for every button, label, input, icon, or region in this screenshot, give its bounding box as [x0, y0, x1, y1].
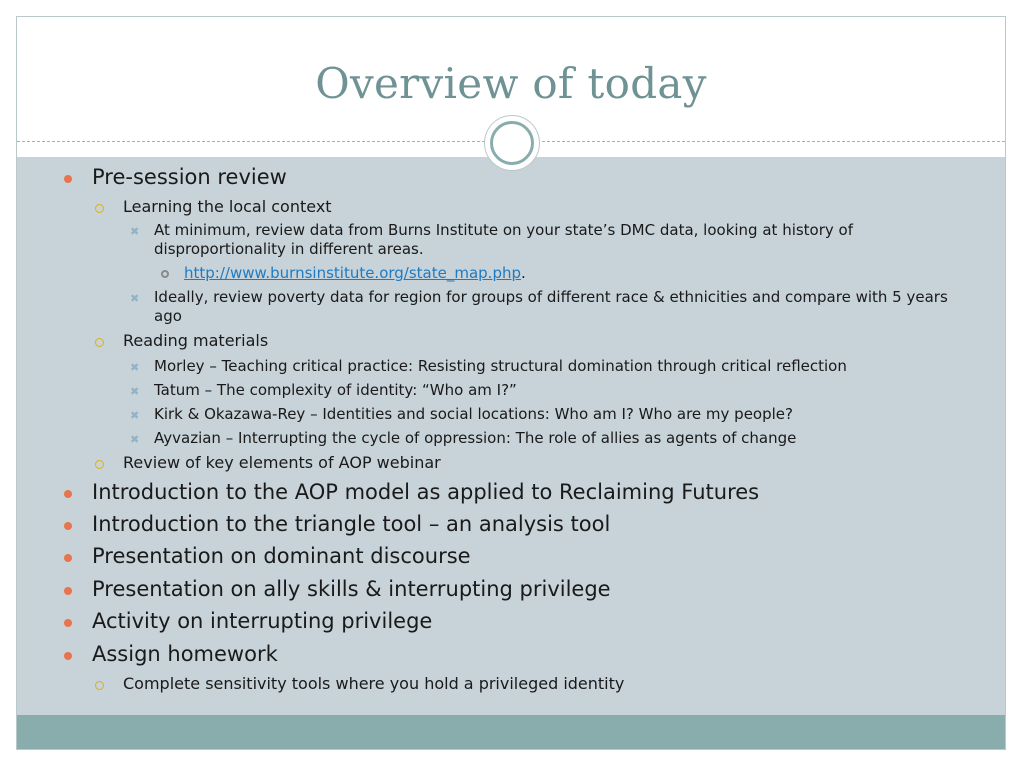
list-item: Assign homework [92, 642, 278, 666]
bullet-x-icon: ✖ [130, 409, 140, 422]
bullet-dot-icon [64, 554, 72, 562]
bullet-ring-icon [95, 681, 104, 690]
bullet-dot-icon [64, 522, 72, 530]
bullet-x-icon: ✖ [130, 225, 140, 238]
bullet-dot-icon [64, 619, 72, 627]
list-item: Complete sensitivity tools where you hold a privileged identity [123, 674, 625, 693]
bullet-dot-icon [64, 652, 72, 660]
list-item: Activity on interrupting privilege [92, 609, 433, 633]
bullet-dot-icon [64, 490, 72, 498]
list-item: Pre-session review [92, 165, 287, 189]
list-item: At minimum, review data from Burns Institute on your state’s DMC data, looking at history of disproportionality in different areas. [154, 221, 854, 258]
list-item: Review of key elements of AOP webinar [123, 453, 441, 472]
slide-title: Overview of today [315, 59, 707, 108]
list-item: Ideally, review poverty data for region for groups of different race & ethnicities and compare with 5 years ago [154, 288, 948, 325]
list-item: Tatum – The complexity of identity: “Who am I?” [154, 381, 517, 399]
list-item: Reading materials [123, 331, 269, 350]
list-item: Ayvazian – Interrupting the cycle of oppression: The role of allies as agents of change [154, 429, 797, 447]
list-item: Morley – Teaching critical practice: Resisting structural domination through critical reflection [154, 357, 847, 375]
list-item: Kirk & Okazawa-Rey – Identities and social locations: Who am I? Who are my people? [154, 405, 793, 423]
bullet-x-icon: ✖ [130, 433, 140, 446]
bullet-x-icon: ✖ [130, 292, 140, 305]
bullet-ring-small-icon [161, 270, 169, 278]
list-item: Presentation on dominant discourse [92, 544, 471, 568]
list-item: Learning the local context [123, 197, 332, 216]
list-item: Presentation on ally skills & interrupting privilege [92, 577, 611, 601]
bullet-dot-icon [64, 587, 72, 595]
burns-institute-link[interactable]: http://www.burnsinstitute.org/state_map.php [184, 264, 522, 282]
bullet-ring-icon [95, 204, 104, 213]
list-item [184, 264, 526, 282]
list-item: Introduction to the AOP model as applied to Reclaiming Futures [92, 480, 760, 504]
bullet-x-icon: ✖ [130, 385, 140, 398]
link-suffix: . [521, 264, 526, 282]
list-item: Introduction to the triangle tool – an analysis tool [92, 512, 611, 536]
bullet-ring-icon [95, 338, 104, 347]
bullet-x-icon: ✖ [130, 361, 140, 374]
bullet-ring-icon [95, 460, 104, 469]
bullet-dot-icon [64, 175, 72, 183]
